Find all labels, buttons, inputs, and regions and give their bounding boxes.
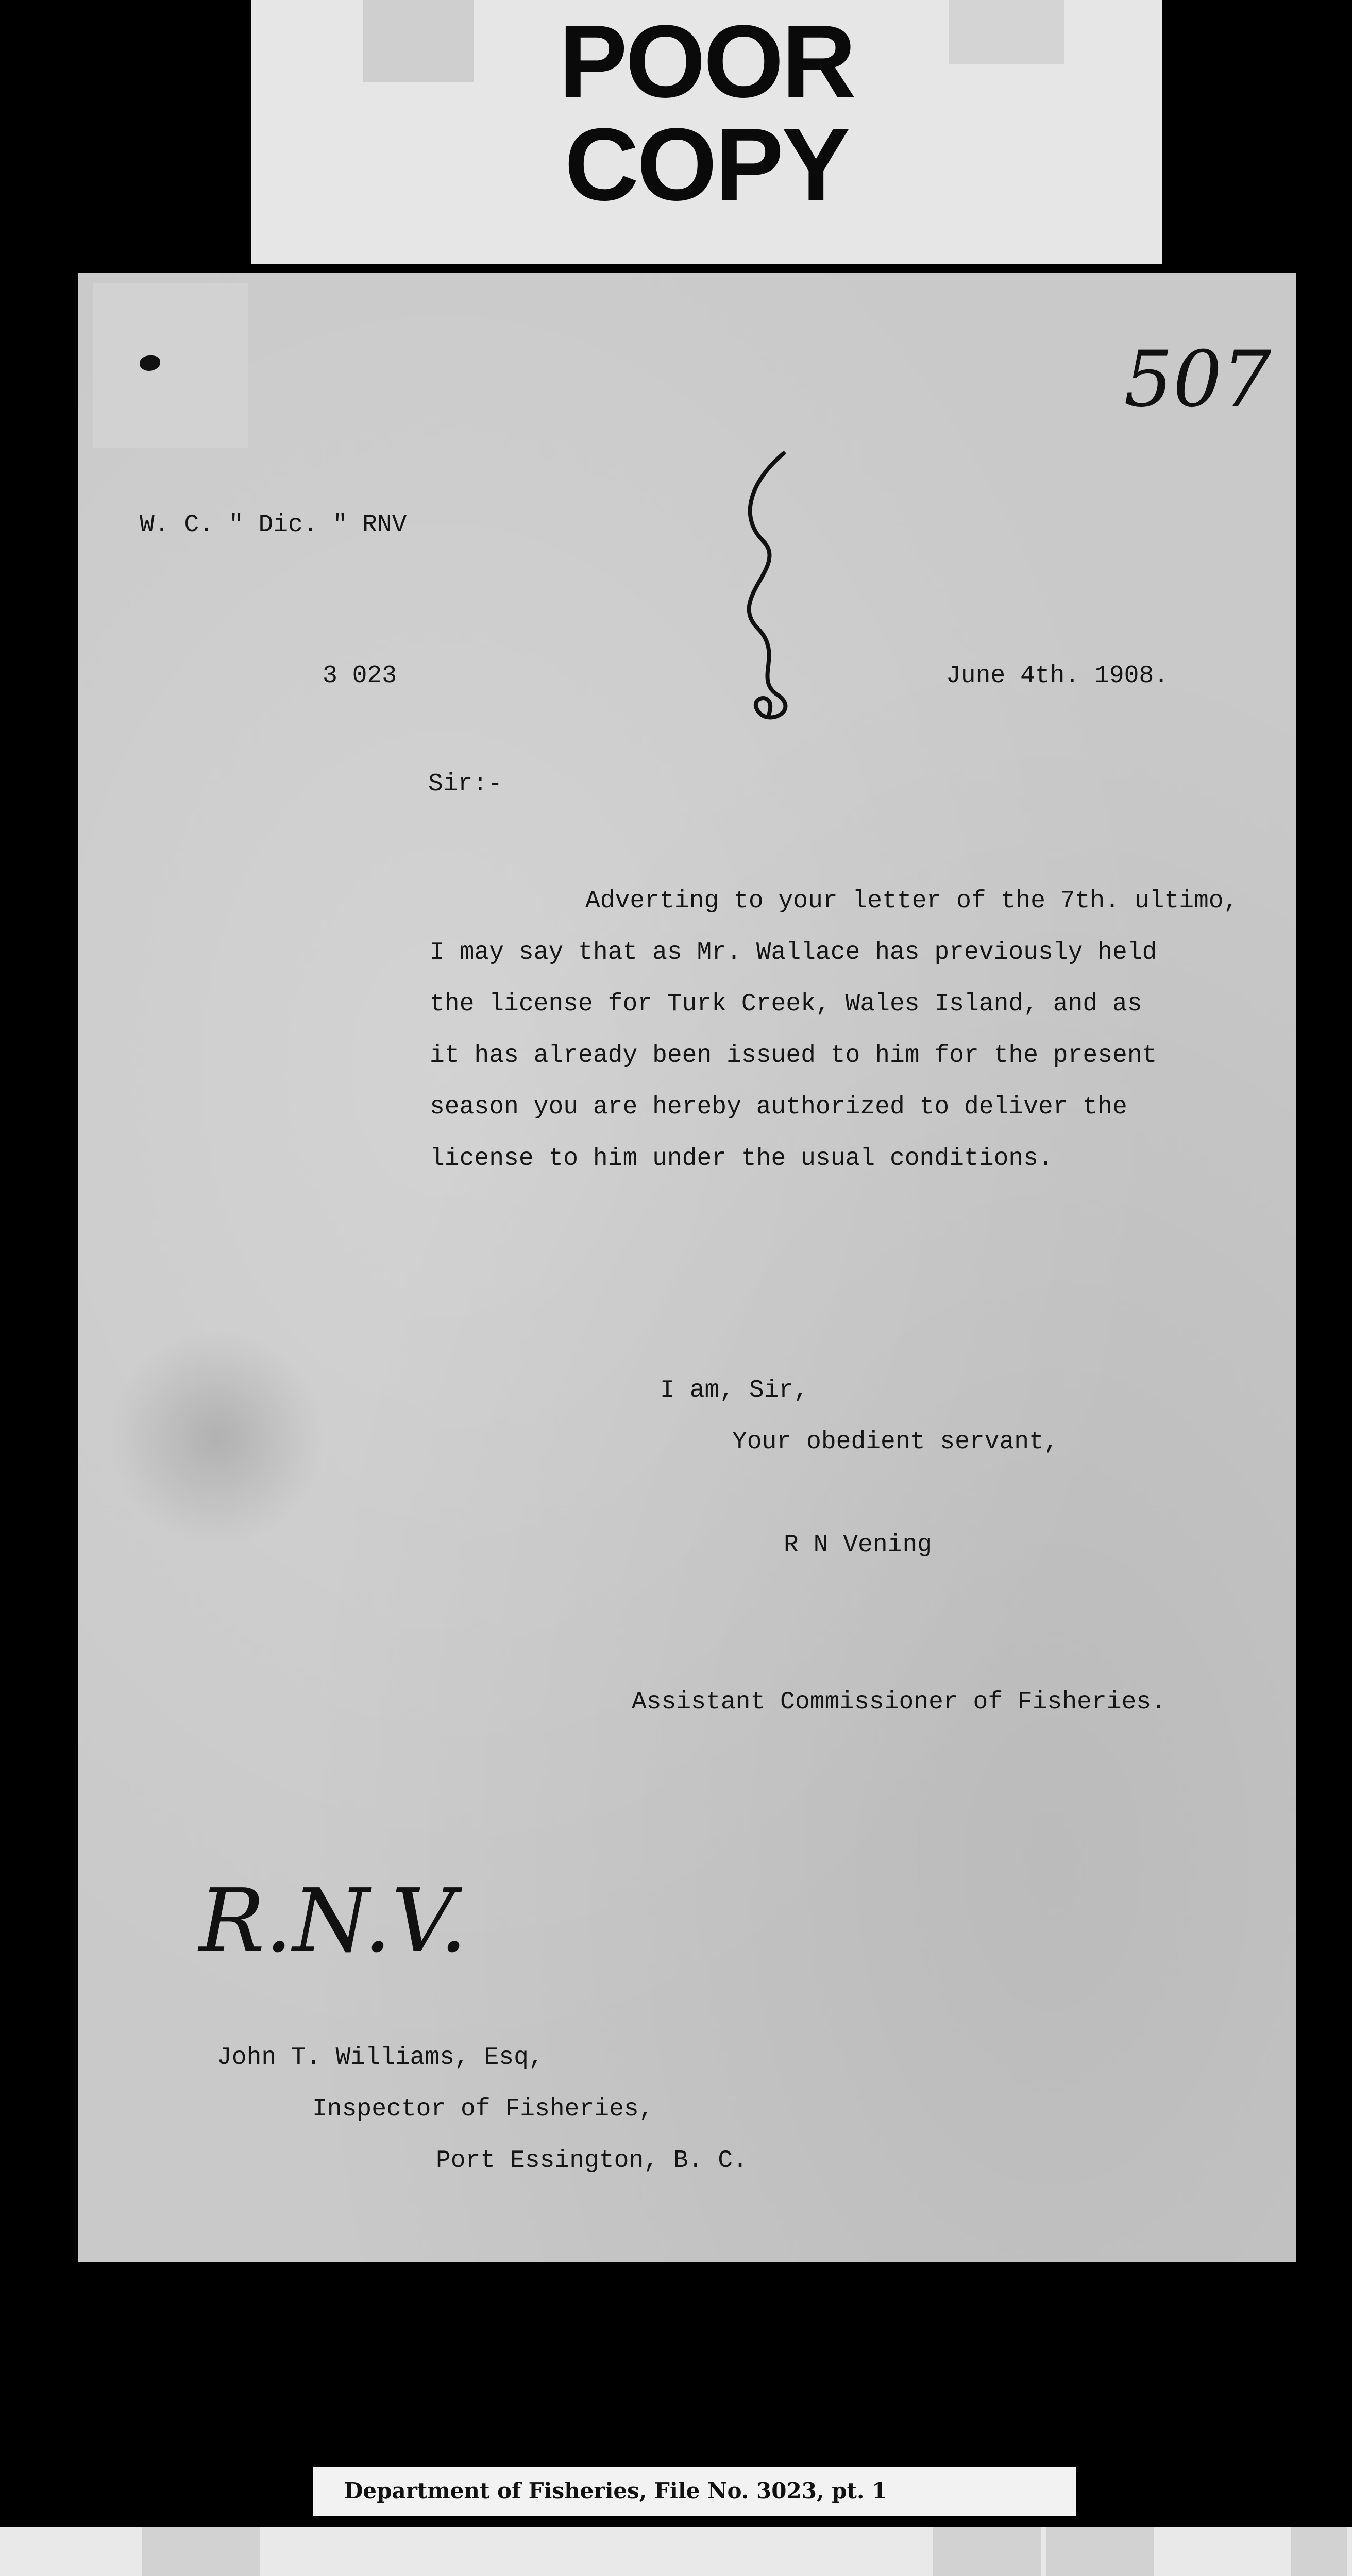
letter-date: June 4th. 1908. (946, 662, 1169, 690)
stamp-tab (933, 2527, 1041, 2576)
folio-number: 507 (1124, 335, 1272, 425)
handwritten-initials: R.N.V. (199, 1870, 468, 1972)
salutation: Sir:- (428, 770, 503, 798)
signer-name: R N Vening (784, 1531, 933, 1559)
poor-copy-stamp (251, 0, 1162, 264)
file-reference-text: Department of Fisheries, File No. 3023, pt. 1 (344, 2478, 887, 2503)
body-line: season you are hereby authorized to deliver the (430, 1093, 1127, 1121)
corner-patch (93, 283, 248, 448)
handwritten-mark (706, 448, 820, 737)
signer-title: Assistant Commissioner of Fisheries. (632, 1688, 1166, 1716)
stamp-line-poor: POOR (559, 4, 854, 119)
closing-line: I am, Sir, (660, 1377, 809, 1404)
public-archives-stamp (0, 2527, 1352, 2576)
body-line: Adverting to your letter of the 7th. ultimo, (585, 887, 1239, 915)
closing-line: Your obedient servant, (732, 1428, 1059, 1456)
file-reference-label (313, 2467, 1076, 2516)
reference-line: W. C. " Dic. " RNV (140, 511, 407, 539)
addressee-line: Inspector of Fisheries, (312, 2095, 654, 2123)
file-number: 3 023 (323, 662, 397, 690)
body-line: it has already been issued to him for the present (430, 1042, 1157, 1070)
stamp-tab (1291, 2527, 1347, 2576)
letter-page (78, 273, 1296, 2262)
stamp-tab (142, 2527, 260, 2576)
body-line: the license for Turk Creek, Wales Island, and as (430, 990, 1142, 1018)
body-line: license to him under the usual conditions. (430, 1145, 1053, 1173)
body-line: I may say that as Mr. Wallace has previously held (430, 939, 1157, 967)
stamp-tab (1046, 2527, 1154, 2576)
thumbprint-smudge (109, 1329, 325, 1546)
addressee-line: John T. Williams, Esq, (217, 2044, 544, 2072)
addressee-line: Port Essington, B. C. (436, 2147, 748, 2175)
stamp-line-copy: COPY (564, 107, 849, 222)
